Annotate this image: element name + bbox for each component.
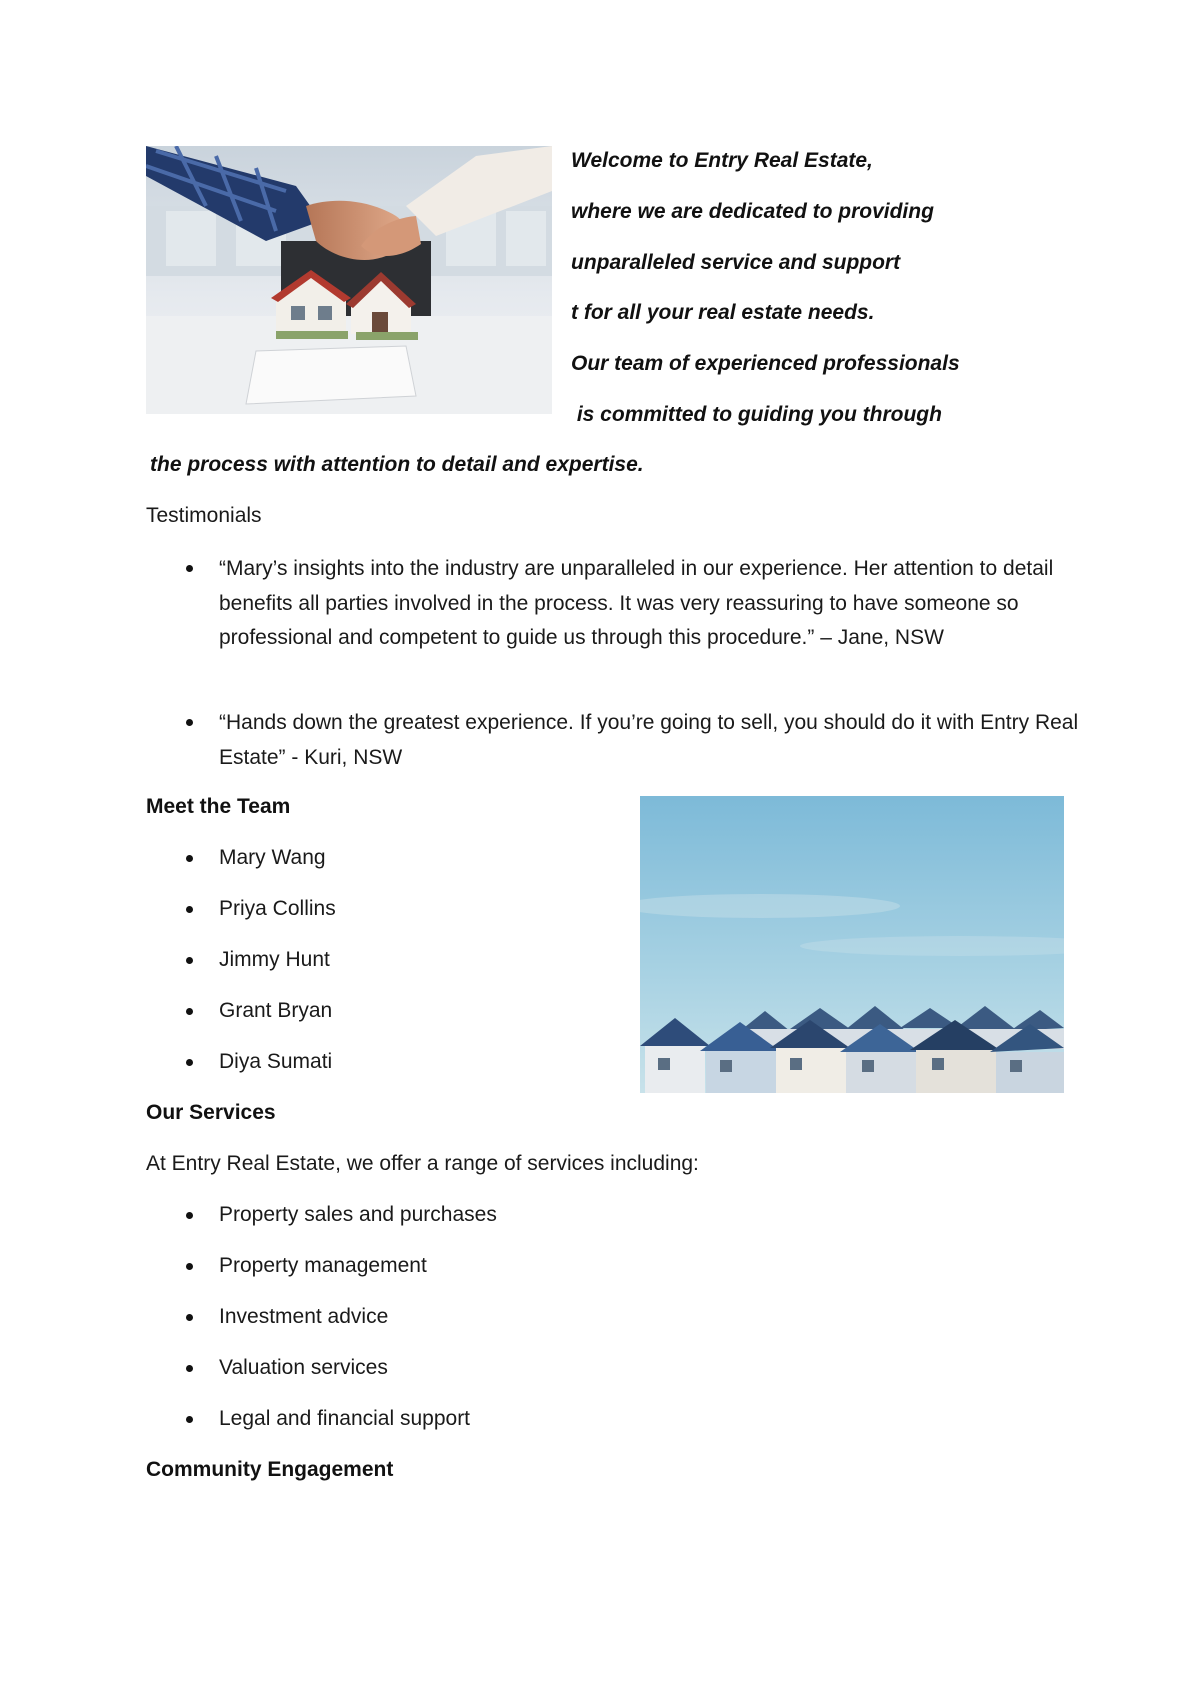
team-member-5: Diya Sumati (219, 1050, 333, 1073)
bullet-dot (186, 719, 193, 726)
intro-line-5: Our team of experienced professionals (571, 352, 960, 375)
intro-line-1: Welcome to Entry Real Estate, (571, 149, 873, 172)
bullet-dot (186, 1365, 193, 1372)
testimonial-jane: “Mary’s insights into the industry are unparalleled in our experience. Her attention to detail benefits all parties involved in the process. It was very reassuring to have someone so professional and competent to guide us through this procedure.” – Jane, NSW (219, 557, 1054, 649)
bullet-dot (186, 1416, 193, 1423)
bullet-dot (186, 1263, 193, 1270)
handshake-house-image (146, 146, 552, 414)
bullet-dot (186, 565, 193, 572)
testimonials-heading: Testimonials (146, 504, 262, 527)
intro-line-2: where we are dedicated to providing (571, 200, 934, 223)
service-item-5: Legal and financial support (219, 1407, 471, 1430)
team-member-4: Grant Bryan (219, 999, 333, 1022)
service-item-1: Property sales and purchases (219, 1203, 497, 1226)
handshake-illustration (146, 146, 552, 414)
bullet-dot (186, 1212, 193, 1219)
bullet-dot (186, 1008, 193, 1015)
team-heading: Meet the Team (146, 795, 291, 818)
bullet-dot (186, 957, 193, 964)
bullet-dot (186, 855, 193, 862)
team-member-3: Jimmy Hunt (219, 948, 330, 971)
services-intro: At Entry Real Estate, we offer a range of services including: (146, 1152, 699, 1175)
intro-line-6: is committed to guiding you through (571, 403, 942, 426)
service-item-3: Investment advice (219, 1305, 389, 1328)
service-item-2: Property management (219, 1254, 427, 1277)
community-heading: Community Engagement (146, 1458, 394, 1481)
intro-line-4: t for all your real estate needs. (571, 301, 875, 324)
bullet-dot (186, 1314, 193, 1321)
testimonial-kuri: “Hands down the greatest experience. If you’re going to sell, you should do it with Entry Real Estate” - Kuri, NSW (219, 711, 1079, 769)
houses-illustration (640, 796, 1064, 1093)
team-member-1: Mary Wang (219, 846, 326, 869)
team-member-2: Priya Collins (219, 897, 336, 920)
service-item-4: Valuation services (219, 1356, 388, 1379)
suburban-houses-image (640, 796, 1064, 1093)
bullet-dot (186, 906, 193, 913)
intro-line-7: the process with attention to detail and expertise. (150, 453, 644, 476)
bullet-dot (186, 1059, 193, 1066)
services-heading: Our Services (146, 1101, 276, 1124)
intro-line-3: unparalleled service and support (571, 251, 901, 274)
